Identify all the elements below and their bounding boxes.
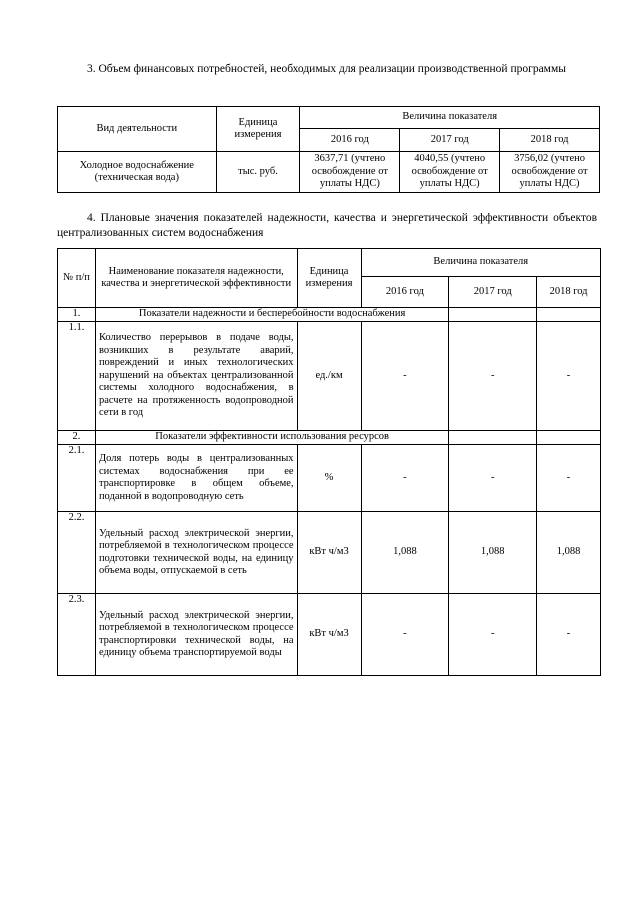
table-row: [58, 152, 600, 193]
unit-cell: %: [297, 445, 361, 512]
financial-needs-table: [57, 106, 600, 193]
unit-cell: кВт ч/м3: [297, 594, 361, 676]
year-header: 2018 год: [500, 129, 600, 152]
table-row: [58, 594, 601, 676]
section3-heading: 3. Объем финансовых потребностей, необходимых для реализации производственной программы: [87, 63, 566, 75]
value-cell: 1,088: [449, 512, 537, 594]
col-value-header: Величина показателя: [300, 107, 600, 129]
row-num: 1.1.: [58, 322, 96, 431]
value-cell: 4040,55 (учтено освобождение от уплаты НДС): [400, 152, 500, 193]
value-cell: 1,088: [361, 512, 449, 594]
activity-cell: Холодное водоснабжение (техническая вода): [58, 152, 217, 193]
col-num-header: № п/п: [58, 249, 96, 308]
value-cell: -: [537, 594, 601, 676]
value-cell: -: [449, 445, 537, 512]
value-cell: -: [361, 594, 449, 676]
col-unit-header: Единица измерения: [216, 107, 300, 152]
group-row: [58, 308, 601, 322]
group-num: 1.: [58, 308, 96, 322]
unit-cell: ед./км: [297, 322, 361, 431]
value-cell: -: [449, 594, 537, 676]
indicator-name: Количество перерывов в подаче воды, возникших в результате аварий, повреждений и иных технологических нарушений на объектах централизованной системы холодного водоснабжения, в расчете на протяженность водопроводной сети в год: [95, 322, 297, 431]
group-title: Показатели эффективности использования ресурсов: [95, 431, 448, 445]
year-header: 2017 год: [400, 129, 500, 152]
indicator-name: Удельный расход электрической энергии, потребляемой в технологическом процессе транспортировки технической воды, на единицу объема транспортируемой воды: [95, 594, 297, 676]
section4-heading: 4. Плановые значения показателей надежности, качества и энергетической эффективности объектов централизованных систем водоснабжения: [57, 212, 597, 239]
indicator-name: Доля потерь воды в централизованных системах водоснабжения при ее транспортировке в общем объеме, поданной в водопроводную сеть: [95, 445, 297, 512]
indicator-name: Удельный расход электрической энергии, потребляемой в технологическом процессе подготовки технической воды, на единицу объема воды, отпускаемой в сеть: [95, 512, 297, 594]
value-cell: -: [361, 445, 449, 512]
unit-cell: кВт ч/м3: [297, 512, 361, 594]
table-row: [58, 445, 601, 512]
year-header: 2018 год: [537, 277, 601, 308]
indicators-table: [57, 248, 601, 676]
col-unit-header: Единица измерения: [297, 249, 361, 308]
col-value-header: Величина показателя: [361, 249, 601, 277]
value-cell: 3756,02 (учтено освобождение от уплаты НДС): [500, 152, 600, 193]
year-header: 2017 год: [449, 277, 537, 308]
table-row: [58, 322, 601, 431]
row-num: 2.3.: [58, 594, 96, 676]
col-activity-header: Вид деятельности: [58, 107, 217, 152]
year-header: 2016 год: [300, 129, 400, 152]
value-cell: -: [537, 322, 601, 431]
value-cell: -: [361, 322, 449, 431]
group-row: [58, 431, 601, 445]
table-row: [58, 512, 601, 594]
col-name-header: Наименование показателя надежности, качества и энергетической эффективности: [95, 249, 297, 308]
unit-cell: тыс. руб.: [216, 152, 300, 193]
value-cell: 3637,71 (учтено освобождение от уплаты НДС): [300, 152, 400, 193]
row-num: 2.2.: [58, 512, 96, 594]
year-header: 2016 год: [361, 277, 449, 308]
group-num: 2.: [58, 431, 96, 445]
value-cell: 1,088: [537, 512, 601, 594]
row-num: 2.1.: [58, 445, 96, 512]
value-cell: -: [449, 322, 537, 431]
group-title: Показатели надежности и бесперебойности водоснабжения: [95, 308, 448, 322]
value-cell: -: [537, 445, 601, 512]
